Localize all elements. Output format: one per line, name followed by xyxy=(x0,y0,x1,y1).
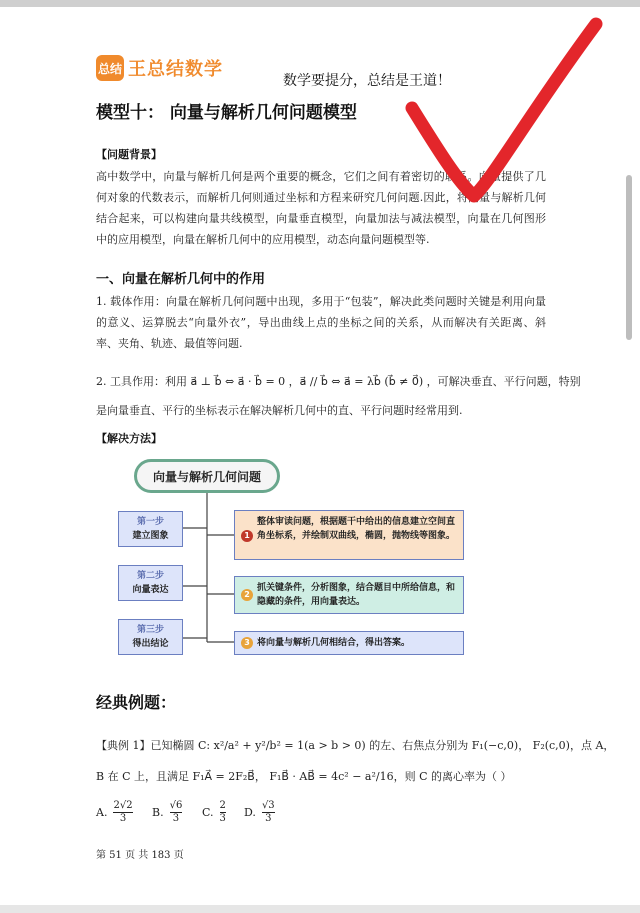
step-2-description: 抓关键条件，分析图象，结合题目中所给信息，和隐藏的条件，用向量表达。 xyxy=(257,583,456,607)
option-c[interactable] xyxy=(202,800,226,825)
section2-heading: 经典例题： xyxy=(96,693,177,712)
option-b[interactable] xyxy=(152,800,182,825)
background-paragraph: 高中数学中，向量与解析几何是两个重要的概念，它们之间有着密切的联系。向量提供了几何对象的代数表示，而解析几何则通过坐标和方程来研究几何问题.因此，将向量与解析几何结合起来，可以构建向量共线模型，向量垂直模型，向量加法与减法模型，向量在几何图形中的应用模型，向量在解析几何中的应用模型，动态向量问题模型等. xyxy=(96,170,546,246)
option-d-label: D. xyxy=(244,806,256,819)
badge-2-icon: 2 xyxy=(241,589,253,601)
option-c-numerator: 2 xyxy=(219,800,226,811)
slogan: 数学要提分，总结是王道！ xyxy=(283,73,451,89)
badge-1-icon: 1 xyxy=(241,530,253,542)
page-footer: 第 51 页 共 183 页 xyxy=(96,850,184,861)
step-3-box xyxy=(118,619,183,655)
option-b-label: B. xyxy=(152,806,164,819)
method-heading: 【解决方法】 xyxy=(96,432,162,445)
option-c-denominator: 3 xyxy=(219,813,226,824)
step-2-label: 向量表达 xyxy=(132,585,169,595)
step-1-number: 第一步 xyxy=(136,517,164,527)
bottom-strip xyxy=(0,905,640,913)
option-a-numerator: 2√2 xyxy=(113,800,133,811)
option-a[interactable] xyxy=(96,800,133,825)
logo-badge-icon: 总结 xyxy=(96,55,124,81)
step-1-description-box xyxy=(234,510,464,560)
badge-3-icon: 3 xyxy=(241,637,253,649)
diagram-title: 向量与解析几何问题 xyxy=(134,459,280,493)
background-heading: 【问题背景】 xyxy=(96,148,162,161)
tool-role-line1: 2. 工具作用：利用 a⃗ ⊥ b⃗ ⇔ a⃗ · b⃗ = 0 ，a⃗ // b⃗ ⇔ a⃗ = λb⃗ (b⃗ ≠ 0⃗) ，可解决垂直、平行问题，特别 xyxy=(96,375,581,388)
option-d[interactable] xyxy=(244,800,275,825)
option-a-label: A. xyxy=(96,806,108,819)
option-b-fraction xyxy=(170,800,183,825)
tool-role-line2: 是向量垂直、平行的坐标表示在解决解析几何中的直、平行问题时经常用到. xyxy=(96,404,463,417)
option-b-denominator: 3 xyxy=(172,813,180,824)
step-2-description-box xyxy=(234,576,464,614)
example-line1: 【典例 1】已知椭圆 C: x²/a² + y²/b² = 1(a > b > 0) 的左、右焦点分别为 F₁(−c,0)， F₂(c,0)，点 A， xyxy=(96,739,615,752)
option-c-label: C. xyxy=(202,806,214,819)
option-a-fraction xyxy=(113,800,132,825)
page-title: 模型十： 向量与解析几何问题模型 xyxy=(96,103,357,123)
step-3-number: 第三步 xyxy=(136,625,164,635)
step-1-description: 整体审读问题，根据题干中给出的信息建立空间直角坐标系，并绘制双曲线，椭圆，抛物线等图象。 xyxy=(257,517,456,541)
option-a-denominator: 3 xyxy=(119,813,127,824)
option-d-denominator: 3 xyxy=(265,813,272,824)
step-3-description: 将向量与解析几何相结合，得出答案。 xyxy=(257,638,411,648)
step-3-description-box xyxy=(234,631,464,655)
option-d-numerator: √3 xyxy=(261,800,275,811)
section1-heading: 一、向量在解析几何中的作用 xyxy=(96,272,266,287)
step-1-box xyxy=(118,511,183,547)
option-c-fraction xyxy=(220,800,226,825)
carrier-role-paragraph: 1. 载体作用：向量在解析几何问题中出现，多用于“包装”，解决此类问题时关键是利用向量的意义、运算脱去“向量外衣”，导出曲线上点的坐标之间的关系，从而解决有关距离、斜率、夹角、轨迹、最值等问题. xyxy=(96,295,546,350)
step-3-label: 得出结论 xyxy=(132,639,169,649)
example-line2: B 在 C 上，且满足 F₁A⃗ = 2F₂B⃗， F₁B⃗ · AB⃗ = 4c² − a²/16，则 C 的离心率为（ ） xyxy=(96,770,512,783)
step-2-number: 第二步 xyxy=(136,571,164,581)
option-d-fraction xyxy=(262,800,275,825)
option-b-numerator: √6 xyxy=(169,800,183,811)
logo-name: 王总结数学 xyxy=(128,59,223,80)
step-2-box xyxy=(118,565,183,601)
step-1-label: 建立图象 xyxy=(132,531,169,541)
